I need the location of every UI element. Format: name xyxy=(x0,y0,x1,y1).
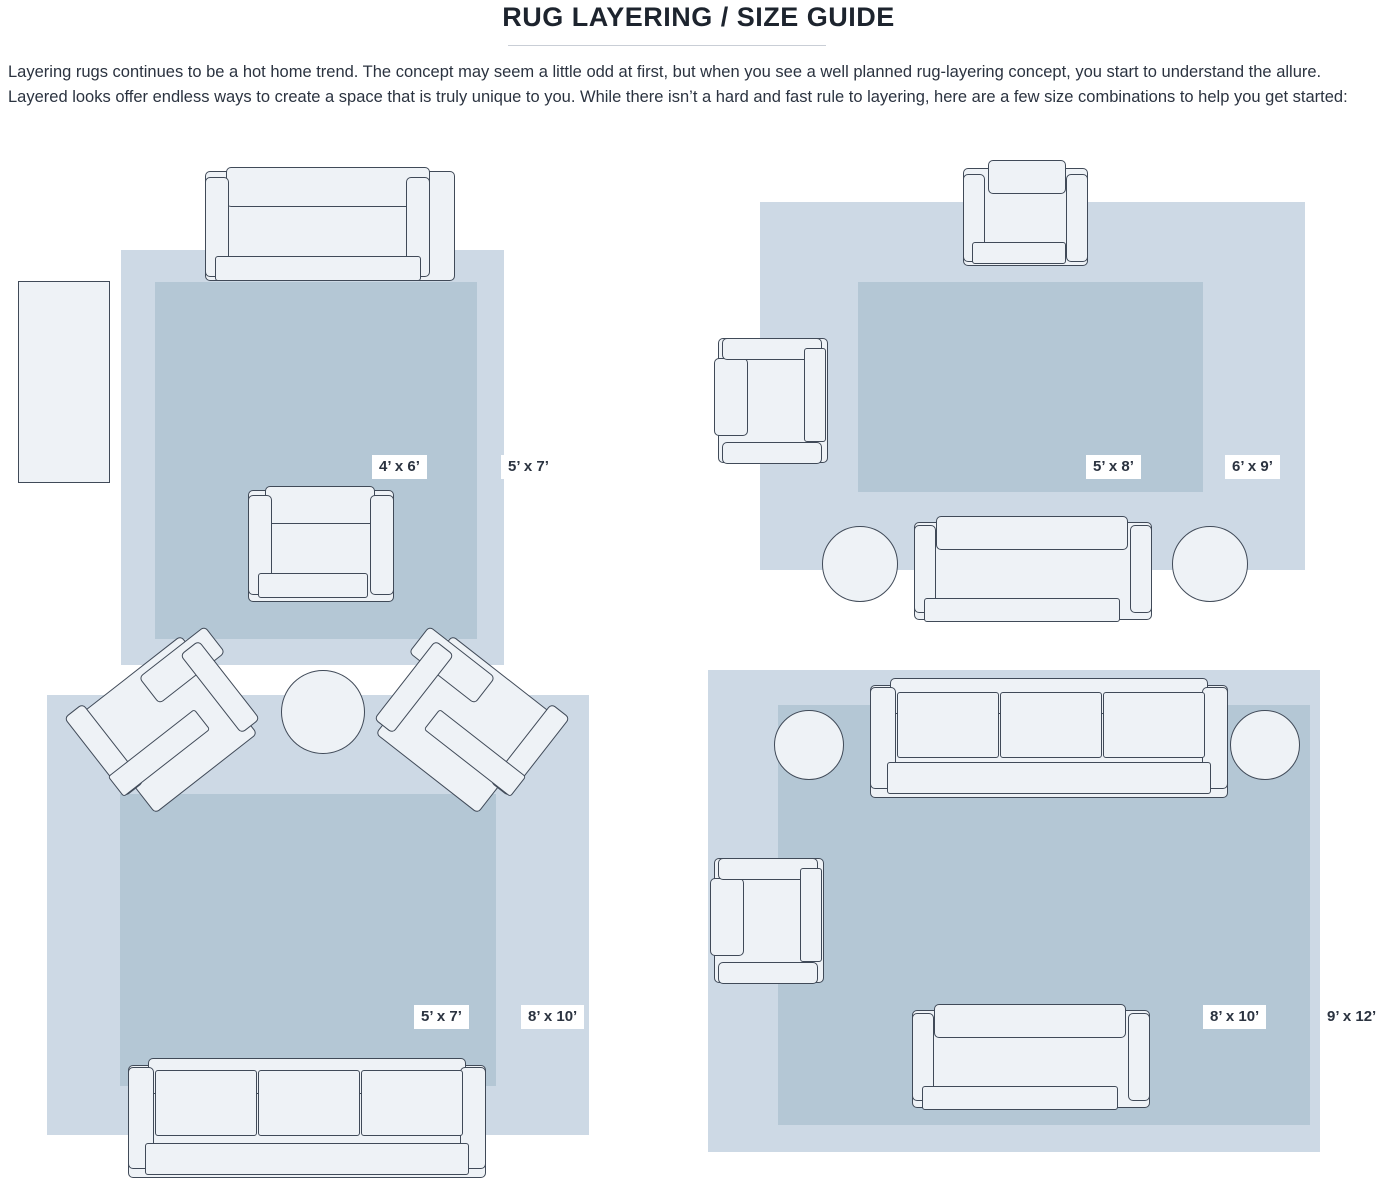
armchair-top-back xyxy=(988,160,1066,194)
sofa-arm-right xyxy=(1130,525,1152,613)
sofa-cushion-1 xyxy=(155,1070,257,1136)
round-side-table-left xyxy=(774,710,844,780)
diagram-layout-4 xyxy=(700,640,1390,1183)
round-side-table-right xyxy=(1172,526,1248,602)
armchair-arm-right xyxy=(370,495,394,595)
sofa-base xyxy=(145,1143,469,1175)
label-inner-rug-size: 8’ x 10’ xyxy=(1203,1005,1266,1029)
label-outer-rug-size: 8’ x 10’ xyxy=(521,1005,584,1029)
sofa-bottom-back xyxy=(934,1004,1126,1038)
armchair-left-back xyxy=(710,878,744,956)
label-inner-rug-size: 4’ x 6’ xyxy=(372,455,427,479)
page-title: RUG LAYERING / SIZE GUIDE xyxy=(502,2,895,32)
armchair-left-base xyxy=(800,868,822,962)
sofa-bottom-base xyxy=(922,1086,1118,1110)
label-inner-rug-size: 5’ x 8’ xyxy=(1086,455,1141,479)
armchair-left-base xyxy=(804,348,826,442)
diagram-layout-2 xyxy=(700,150,1390,650)
sofa-cushion-2 xyxy=(258,1070,360,1136)
diagram-layout-3 xyxy=(0,640,660,1183)
rug-inner-5x7 xyxy=(120,794,496,1086)
sofa-top-cushion-2 xyxy=(1000,692,1102,758)
rug-inner-5x8 xyxy=(858,282,1203,492)
diagram-layout-1 xyxy=(0,150,660,620)
sofa-top-cushion-3 xyxy=(1103,692,1205,758)
armchair-left-back xyxy=(714,358,748,436)
sofa-back xyxy=(226,167,430,207)
armchair-left-arm-bottom xyxy=(722,442,822,464)
sofa-top-base xyxy=(887,762,1211,794)
armchair-top-arm-right xyxy=(1066,174,1088,262)
label-outer-rug-size: 9’ x 12’ xyxy=(1320,1005,1383,1029)
console-table xyxy=(18,281,110,483)
sofa-cushion-3 xyxy=(361,1070,463,1136)
label-outer-rug-size: 5’ x 7’ xyxy=(501,455,556,479)
armchair-top-base xyxy=(972,242,1066,264)
label-inner-rug-size: 5’ x 7’ xyxy=(414,1005,469,1029)
sofa-base xyxy=(924,598,1120,622)
intro-paragraph: Layering rugs continues to be a hot home trend. The concept may seem a little odd at first, but when you see a well planned rug-layering concept, you start to understand the allure. Layered looks offer endless ways to create a space that is truly unique to you. While there isn’t a hard and fast rule to layering, here are a few size combinations to help you get started: xyxy=(8,63,1348,106)
armchair-left-arm-bottom xyxy=(718,962,818,984)
armchair-back xyxy=(265,486,375,524)
title-divider xyxy=(508,45,826,46)
round-side-table-right xyxy=(1230,710,1300,780)
label-outer-rug-size: 6’ x 9’ xyxy=(1225,455,1280,479)
sofa-top-cushion-1 xyxy=(897,692,999,758)
round-coffee-table xyxy=(281,670,365,754)
sofa-base xyxy=(215,256,421,281)
armchair-base xyxy=(258,573,368,598)
round-side-table-left xyxy=(822,526,898,602)
sofa-back xyxy=(936,516,1128,550)
sofa-bottom-arm-right xyxy=(1128,1013,1150,1101)
